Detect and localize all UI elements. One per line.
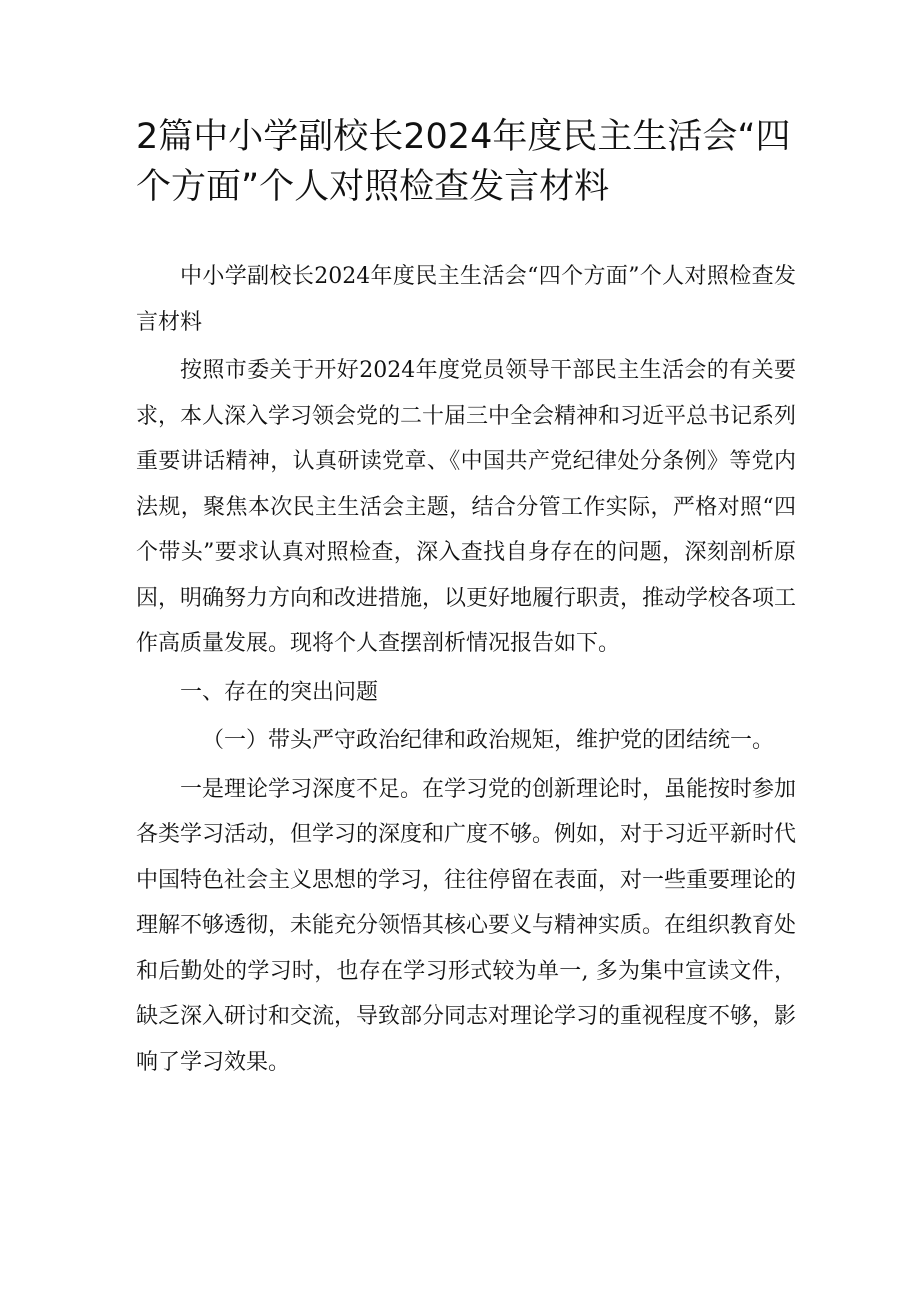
body-paragraph: 一是理论学习深度不足。在学习党的创新理论时，虽能按时参加各类学习活动，但学习的深度和广度不够。例如，对于习近平新时代中国特色社会主义思想的学习，往往停留在表面，对一些重要理论的理解不够透彻，未能充分领悟其核心要义与精神实质。在组织教育处和后勤处的学习时，也存在学习形式较为单一, 多为集中宣读文件，缺乏深入研讨和交流，导致部分同志对理论学习的重视程度不够，影响了学习效果。: [136, 776, 797, 1075]
section-heading: 一、存在的突出问题: [180, 679, 379, 705]
document-body: [136, 254, 796, 1088]
document-title: 2篇中小学副校长2024年度民主生活会“四个方面”个人对照检查发言材料: [136, 117, 791, 207]
document-subtitle: 中小学副校长2024年度民主生活会“四个方面”个人对照检查发言材料: [136, 264, 796, 335]
intro-paragraph: 按照市委关于开好2024年度党员领导干部民主生活会的有关要求，本人深入学习领会党的二十届三中全会精神和习近平总书记系列重要讲话精神，认真研读党章、《中国共产党纪律处分条例》等党内法规，聚焦本次民主生活会主题，结合分管工作实际，严格对照“四个带头”要求认真对照检查，深入查找自身存在的问题，深刻剖析原因，明确努力方向和改进措施，以更好地履行职责，推动学校各项工作高质量发展。现将个人查摆剖析情况报告如下。: [136, 358, 797, 656]
subsection-heading: （一）带头严守政治纪律和政治规矩，维护党的团结统一。: [202, 728, 775, 753]
